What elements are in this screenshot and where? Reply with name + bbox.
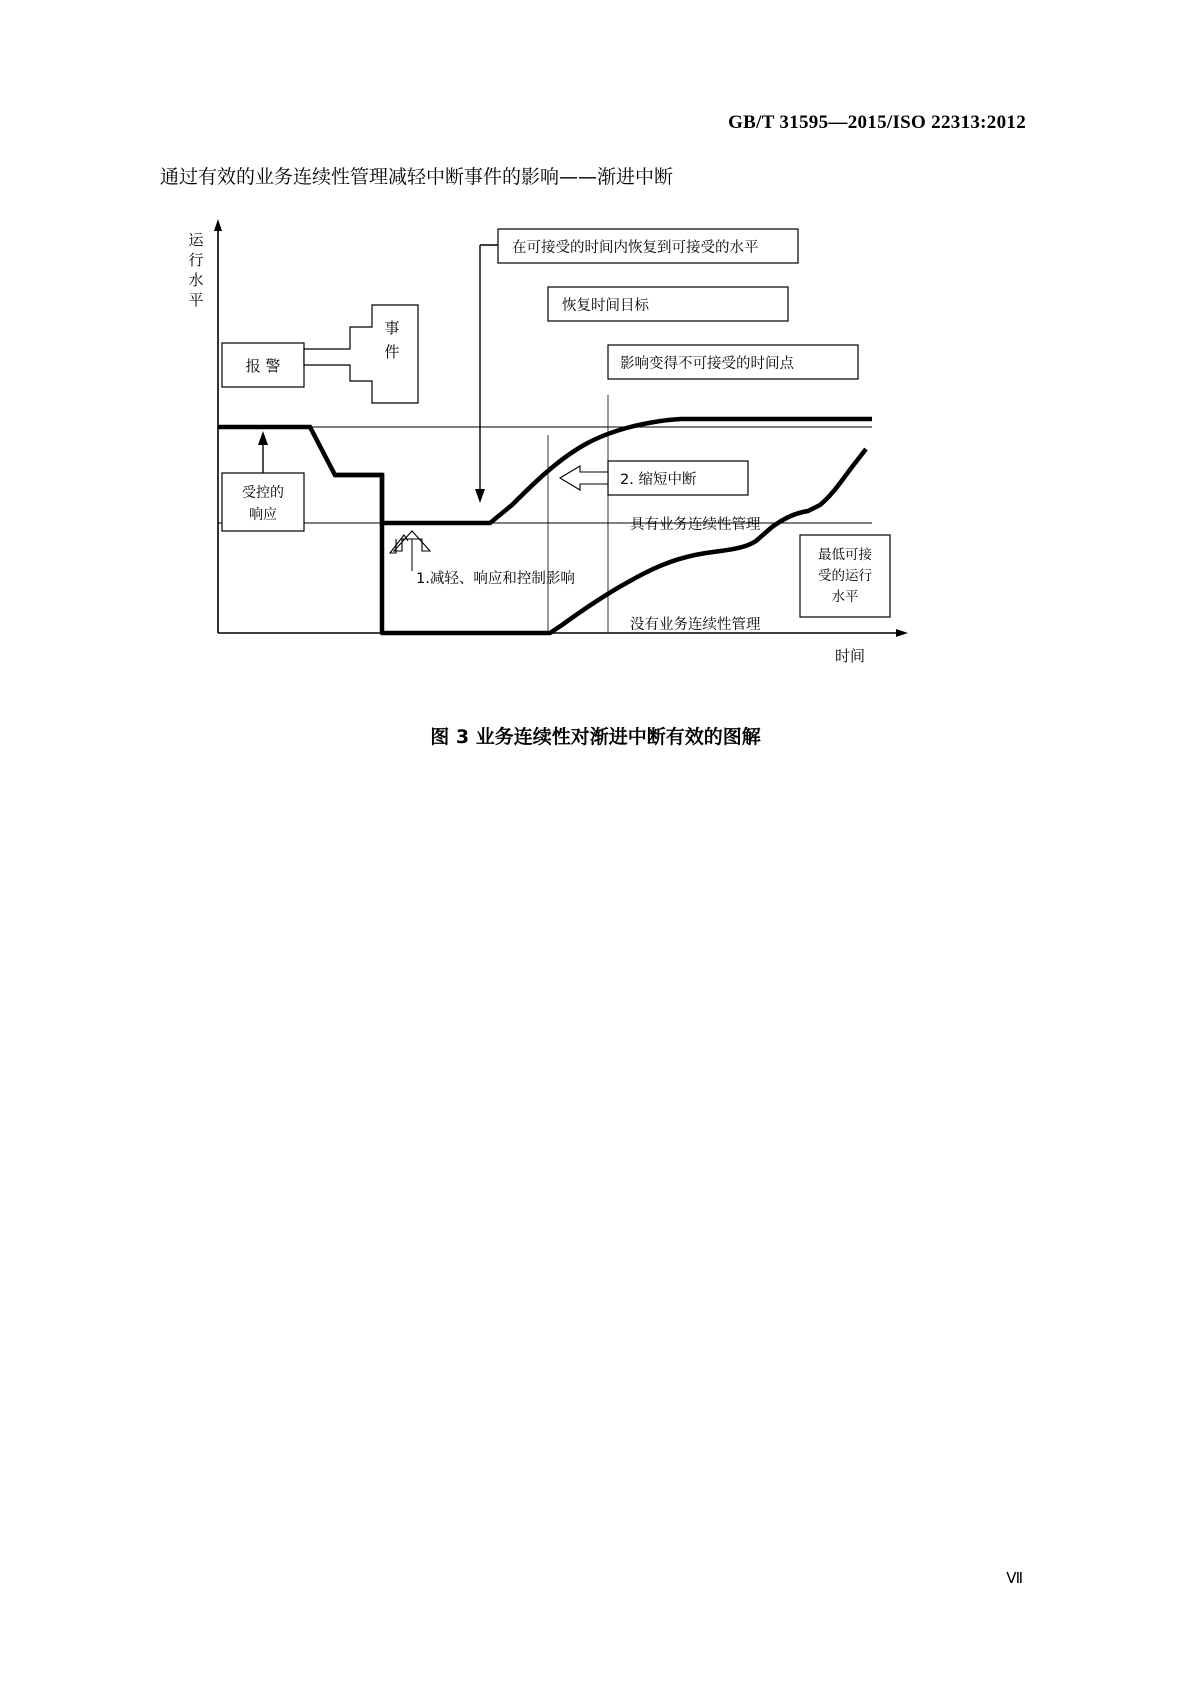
- label-without-bcm: 没有业务连续性管理: [630, 617, 761, 633]
- callout-recover-acceptable-label: 在可接受的时间内恢复到可接受的水平: [512, 240, 759, 256]
- reference-lines: [218, 395, 872, 633]
- callout-rto-label: 恢复时间目标: [562, 298, 649, 314]
- callout-rto: [548, 287, 788, 321]
- callout-shorten-disruption: [560, 461, 748, 495]
- y-axis-label-char-3: 平: [188, 291, 204, 309]
- curve-with-bcm: [218, 419, 872, 523]
- controlled-response-line1: 受控的: [242, 485, 284, 501]
- y-axis-label-char-0: 运: [188, 231, 204, 249]
- alarm-box-label: 报 警: [245, 357, 281, 375]
- intro-text: 通过有效的业务连续性管理减轻中断事件的影响——渐进中断: [160, 166, 674, 188]
- min-acceptable-line1: 最低可接: [818, 547, 872, 563]
- callout-mitigate-label: 1.减轻、响应和控制影响: [416, 571, 575, 587]
- figure-diagram: [160, 205, 1020, 685]
- event-label-line2: 件: [384, 343, 400, 361]
- callout-mitigate: [390, 531, 575, 587]
- event-arrow: [304, 305, 418, 403]
- y-axis-label-char-2: 水: [188, 271, 204, 289]
- min-acceptable-level-box: [800, 535, 890, 617]
- alarm-box: [222, 343, 304, 387]
- y-axis-label-char-1: 行: [188, 251, 204, 269]
- figure-caption: 图 3 业务连续性对渐进中断有效的图解: [430, 726, 761, 748]
- controlled-response-box: [222, 431, 304, 531]
- min-acceptable-line2: 受的运行: [818, 568, 872, 584]
- y-axis-label: [188, 231, 204, 309]
- min-acceptable-line3: 水平: [831, 589, 859, 605]
- controlled-response-line2: 响应: [249, 507, 277, 523]
- event-label-line1: 事: [384, 319, 400, 337]
- standard-header: GB/T 31595—2015/ISO 22313:2012: [728, 112, 1026, 133]
- x-axis-label: 时间: [834, 647, 866, 665]
- callout-impact-unacceptable-label: 影响变得不可接受的时间点: [620, 356, 794, 372]
- callout-shorten-disruption-label: 2. 缩短中断: [620, 472, 697, 488]
- callout-impact-unacceptable: [608, 345, 858, 379]
- page-number: Ⅶ: [1006, 1571, 1023, 1587]
- label-with-bcm: 具有业务连续性管理: [630, 517, 761, 533]
